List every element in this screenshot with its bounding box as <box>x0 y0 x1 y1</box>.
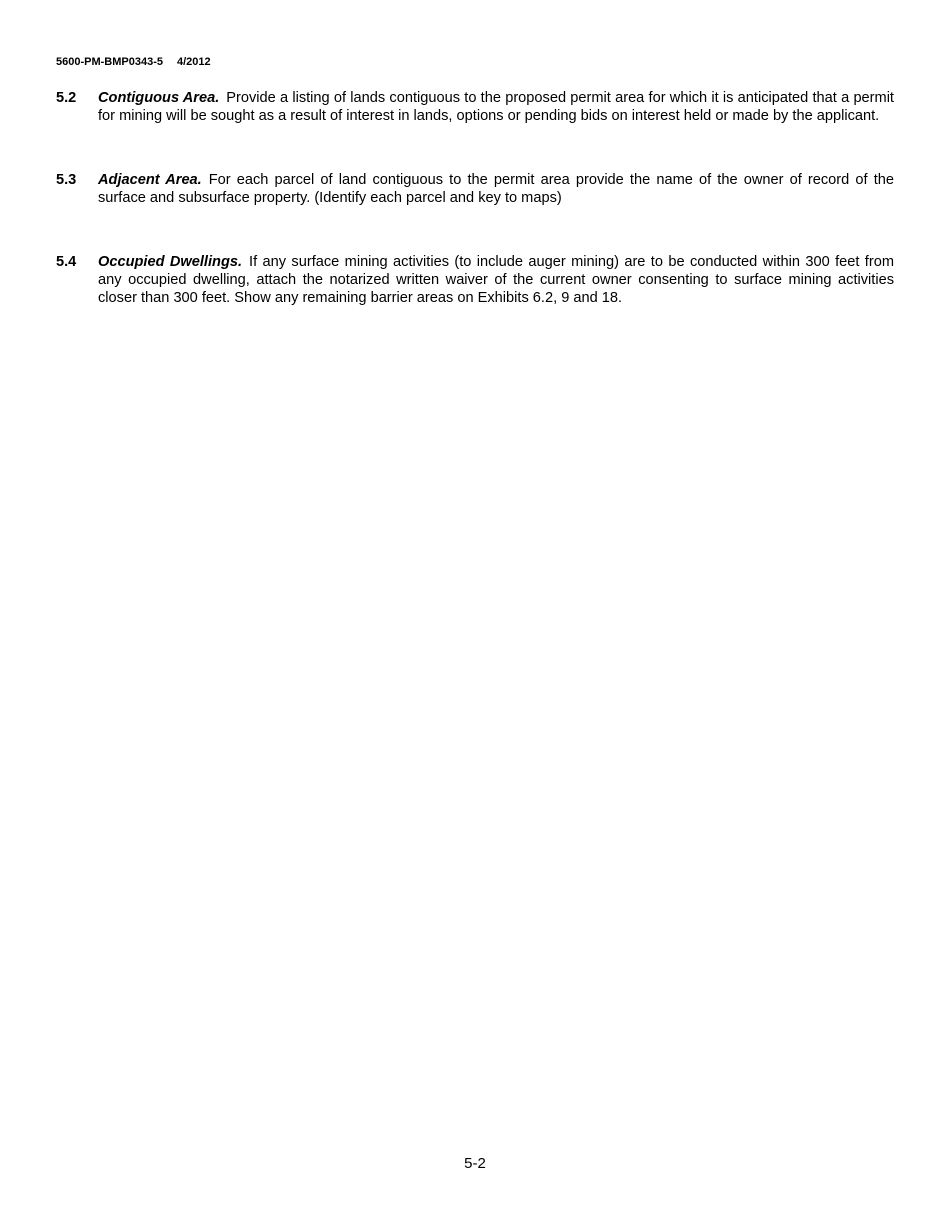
form-id: 5600-PM-BMP0343-5 <box>56 56 163 68</box>
section-title: Adjacent Area. <box>98 172 202 188</box>
section-text: If any surface mining activities (to include auger mining) are to be conducted within 300 feet from any occupied dwelling, attach the notarized written waiver of the current owner consenting to surface mining activities closer than 300 feet. Show any remaining barrier areas on Exhibits 6.2, 9 and 18. <box>98 254 894 306</box>
document-header <box>56 56 211 68</box>
section-title: Contiguous Area. <box>98 90 220 106</box>
section-body <box>98 171 894 207</box>
section-number: 5.4 <box>56 254 77 270</box>
section-number: 5.3 <box>56 172 77 188</box>
section-text: For each parcel of land contiguous to the permit area provide the name of the owner of record of the surface and subsurface property. (Identify each parcel and key to maps) <box>98 172 894 206</box>
section-number: 5.2 <box>56 90 77 106</box>
section-contiguous-area <box>56 89 894 125</box>
revision-date: 4/2012 <box>177 56 211 68</box>
section-occupied-dwellings <box>56 253 894 307</box>
section-title: Occupied Dwellings. <box>98 254 243 270</box>
section-body <box>98 89 894 125</box>
section-text: Provide a listing of lands contiguous to the proposed permit area for which it is anticipated that a permit for mining will be sought as a result of interest in lands, options or pending bids on interest held or made by the applicant. <box>98 90 894 124</box>
section-body <box>98 253 894 307</box>
section-adjacent-area <box>56 171 894 207</box>
sections-list <box>56 89 894 307</box>
page-number: 5-2 <box>464 1155 486 1172</box>
